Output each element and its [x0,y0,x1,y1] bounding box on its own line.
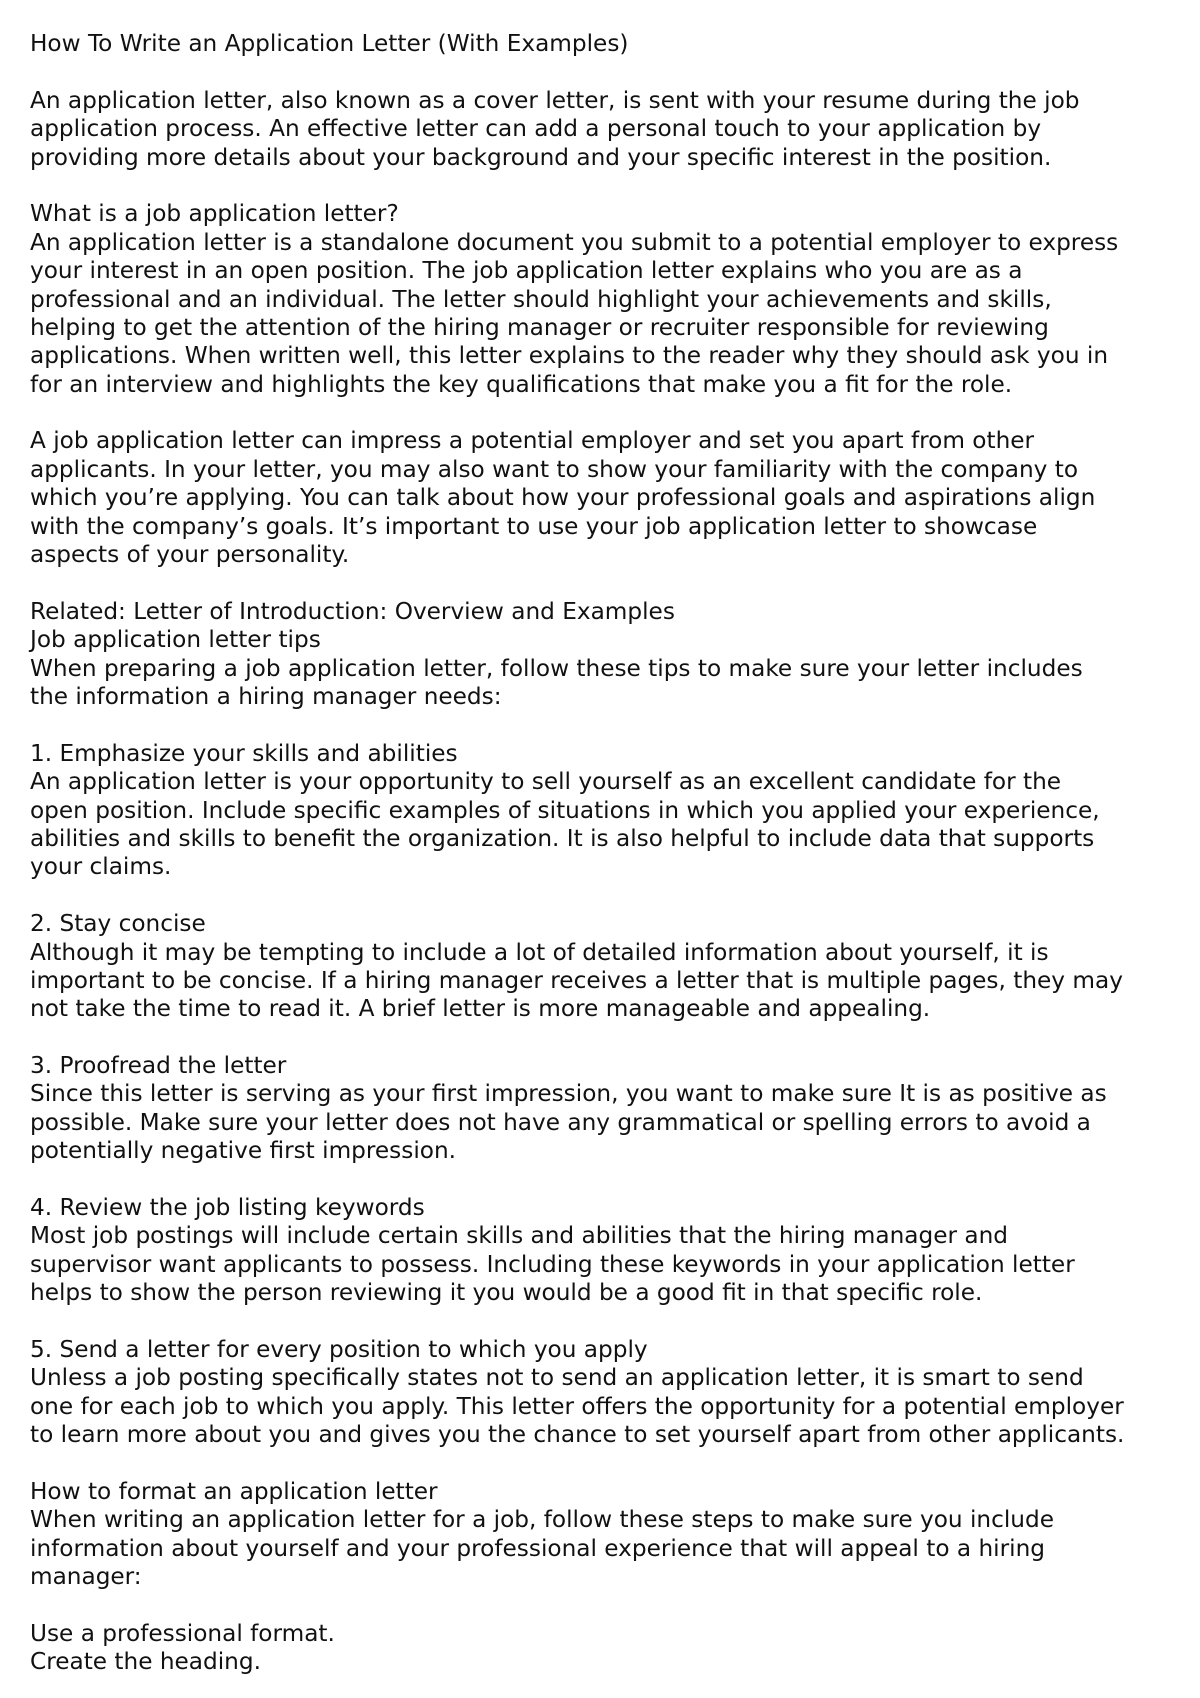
text-line: possible. Make sure your letter does not have any grammatical or spelling errors to avoid a [30,1108,1091,1136]
text-line: When writing an application letter for a job, follow these steps to make sure you include [30,1506,1054,1534]
text-line: providing more details about your background and your specific interest in the position. [30,143,1052,171]
text-line: for an interview and highlights the key qualifications that make you a fit for the role. [30,370,1013,398]
text-line: professional and an individual. The letter should highlight your achievements and skills, [30,285,1052,313]
text-line: A job application letter can impress a potential employer and set you apart from other [30,427,1035,455]
paragraph-gap [30,1024,1190,1052]
text-line: Most job postings will include certain skills and abilities that the hiring manager and [30,1222,1009,1250]
what-paragraph-2 [30,427,1190,569]
paragraph-gap [30,172,1190,200]
document-page [30,30,1190,1677]
text-line: helping to get the attention of the hiring manager or recruiter responsible for reviewing [30,313,1049,341]
tip-heading: 2. Stay concise [30,910,206,938]
text-line: applications. When written well, this letter explains to the reader why they should ask you in [30,342,1109,370]
text-line: abilities and skills to benefit the organization. It is also helpful to include data that supports [30,824,1095,852]
text-line: Although it may be tempting to include a lot of detailed information about yourself, it is [30,938,1049,966]
what-paragraph-1 [30,229,1190,399]
text-line: not take the time to read it. A brief letter is more manageable and appealing. [30,995,931,1023]
document-title: How To Write an Application Letter (With Examples) [30,30,629,57]
tip-3 [30,1052,1190,1166]
paragraph-gap [30,1308,1190,1336]
text-line: your claims. [30,853,172,881]
format-step: Create the heading. [30,1648,261,1676]
tip-2 [30,910,1190,1024]
text-line: information about yourself and your professional experience that will appeal to a hiring [30,1534,1045,1562]
text-line: manager: [30,1563,142,1591]
text-line: with the company’s goals. It’s important to use your job application letter to showcase [30,512,1038,540]
paragraph-gap [30,1591,1190,1619]
paragraph-gap [30,569,1190,597]
text-line: An application letter is your opportunity to sell yourself as an excellent candidate for the [30,768,1062,796]
text-line: Unless a job posting specifically states not to send an application letter, it is smart to send [30,1364,1084,1392]
paragraph-gap [30,1450,1190,1478]
paragraph-gap [30,1166,1190,1194]
tip-heading: 5. Send a letter for every position to which you apply [30,1335,648,1363]
format-step: Use a professional format. [30,1619,335,1647]
format-intro-paragraph [30,1506,1190,1591]
format-steps [30,1620,1190,1677]
text-line: helps to show the person reviewing it you would be a good fit in that specific role. [30,1279,983,1307]
text-line: supervisor want applicants to possess. Including these keywords in your application letter [30,1250,1075,1278]
related-line: Related: Letter of Introduction: Overview and Examples [30,597,675,625]
tip-1 [30,740,1190,882]
section-heading-what: What is a job application letter? [30,200,399,228]
text-line: Since this letter is serving as your first impression, you want to make sure It is as positive as [30,1080,1107,1108]
tip-heading: 1. Emphasize your skills and abilities [30,739,458,767]
text-line: important to be concise. If a hiring manager receives a letter that is multiple pages, they may [30,966,1123,994]
intro-paragraph [30,87,1190,172]
text-line: When preparing a job application letter, follow these tips to make sure your letter includes [30,654,1083,682]
text-line: An application letter, also known as a cover letter, is sent with your resume during the job [30,86,1080,114]
text-line: applicants. In your letter, you may also want to show your familiarity with the company to [30,455,1079,483]
text-line: An application letter is a standalone document you submit to a potential employer to express [30,228,1119,256]
text-line: your interest in an open position. The job application letter explains who you are as a [30,257,1023,285]
text-line: potentially negative first impression. [30,1137,457,1165]
text-line: one for each job to which you apply. This letter offers the opportunity for a potential employer [30,1392,1124,1420]
tip-4 [30,1194,1190,1308]
text-line: which you’re applying. You can talk about how your professional goals and aspirations align [30,484,1096,512]
paragraph-gap [30,711,1190,739]
tip-5 [30,1336,1190,1450]
paragraph-gap [30,399,1190,427]
tips-intro-paragraph [30,655,1190,712]
text-line: open position. Include specific examples of situations in which you applied your experience, [30,796,1100,824]
text-line: application process. An effective letter can add a personal touch to your application by [30,115,1042,143]
text-line: the information a hiring manager needs: [30,682,502,710]
text-line: aspects of your personality. [30,541,350,569]
section-heading-format: How to format an application letter [30,1477,438,1505]
tip-heading: 3. Proofread the letter [30,1052,287,1080]
paragraph-gap [30,58,1190,86]
section-heading-tips: Job application letter tips [30,626,321,654]
text-line: to learn more about you and gives you the chance to set yourself apart from other applicants. [30,1421,1125,1449]
tip-heading: 4. Review the job listing keywords [30,1194,425,1222]
paragraph-gap [30,882,1190,910]
